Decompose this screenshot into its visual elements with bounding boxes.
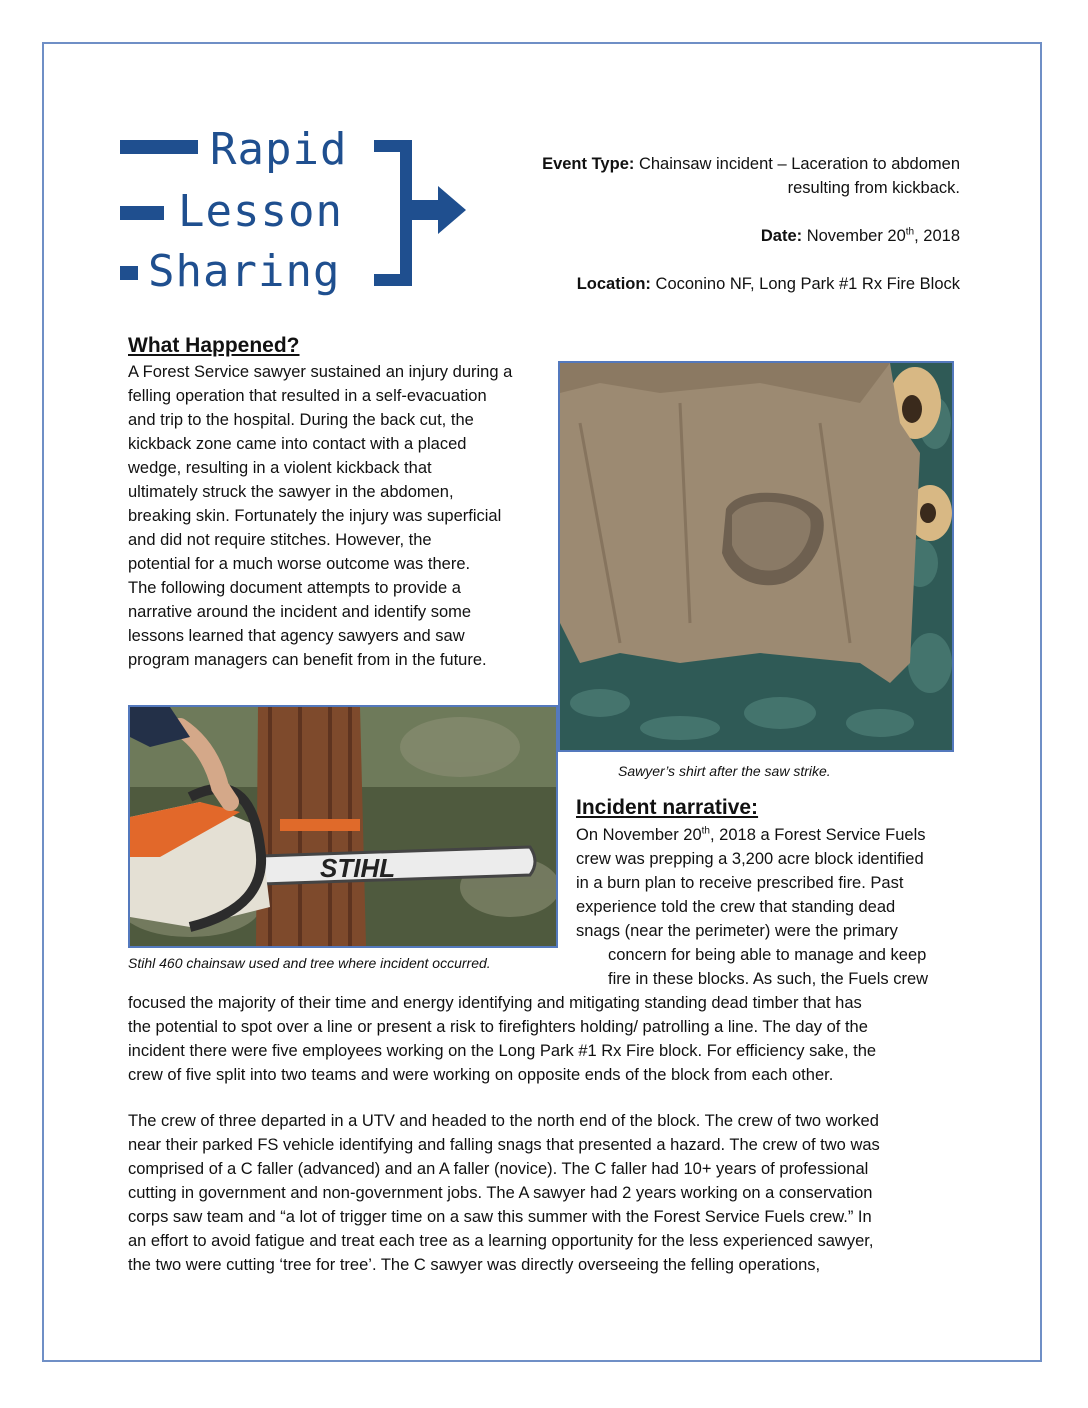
event-date: [490, 224, 960, 248]
narrative-line: comprised of a C faller (advanced) and an A faller (novice). The C faller had 10+ years of professional: [128, 1160, 869, 1178]
narrative-full-lines: [128, 991, 968, 1087]
narrative-column-lines: [576, 847, 966, 943]
logo-bar-2: [120, 206, 164, 220]
narrative-line: the potential to spot over a line or present a risk to firefighters holding/ patrolling a line. The day of the: [128, 1018, 868, 1036]
narrative-line: cutting in government and non-government jobs. The A sawyer had 2 years working on a conservation: [128, 1184, 873, 1202]
event-type: [490, 152, 960, 200]
narrative-line: the two were cutting ‘tree for tree’. The C sawyer was directly overseeing the felling operations,: [128, 1256, 821, 1274]
narrative-first-pre: On November 20: [576, 826, 702, 844]
event-date-suffix: th: [905, 226, 915, 238]
logo-bar-1: [120, 140, 198, 154]
what-happened-line: potential for a much worse outcome was there.: [128, 555, 471, 573]
narrative-line: The crew of three departed in a UTV and headed to the north end of the block. The crew of two worked: [128, 1112, 879, 1130]
event-date-year: , 2018: [914, 227, 960, 245]
what-happened-line: and trip to the hospital. During the back cut, the: [128, 411, 474, 429]
what-happened-line: kickback zone came into contact with a placed: [128, 435, 467, 453]
chainsaw-photo-caption: Stihl 460 chainsaw used and tree where incident occurred.: [128, 955, 491, 971]
rapid-lesson-sharing-logo: [118, 124, 468, 298]
what-happened-line: breaking skin. Fortunately the injury was superficial: [128, 507, 502, 525]
what-happened-line: felling operation that resulted in a self-evacuation: [128, 387, 487, 405]
event-type-label: Event Type:: [542, 155, 635, 173]
what-happened-line: The following document attempts to provide a: [128, 579, 461, 597]
what-happened-line: A Forest Service sawyer sustained an injury during a: [128, 363, 513, 381]
shirt-photo-caption: Sawyer’s shirt after the saw strike.: [618, 763, 831, 779]
event-location: [490, 272, 960, 296]
narrative-line: corps saw team and “a lot of trigger time on a saw this summer with the Forest Service Fuels crew.” In: [128, 1208, 872, 1226]
event-location-label: Location:: [576, 275, 651, 293]
what-happened-line: and did not require stitches. However, the: [128, 531, 432, 549]
shirt-photo-image: [560, 363, 952, 750]
narrative-line: an effort to avoid fatigue and treat each tree as a learning opportunity for the less experienced sawyer,: [128, 1232, 874, 1250]
narrative-line: in a burn plan to receive prescribed fire. Past: [576, 874, 904, 892]
shirt-photo: [558, 361, 954, 752]
narrative-line: focused the majority of their time and energy identifying and mitigating standing dead timber that has: [128, 994, 862, 1012]
saw-brand-text: STIHL: [320, 853, 396, 883]
what-happened-line: lessons learned that agency sawyers and saw: [128, 627, 465, 645]
what-happened-paragraph: [128, 360, 548, 672]
what-happened-line: narrative around the incident and identify some: [128, 603, 472, 621]
narrative-line: near their parked FS vehicle identifying and falling snags that presented a hazard. The crew of two was: [128, 1136, 880, 1154]
event-location-value: Coconino NF, Long Park #1 Rx Fire Block: [655, 275, 960, 293]
narrative-indent-lines: [608, 943, 968, 991]
event-date-value: November 20: [806, 227, 906, 245]
logo-word-rapid: Rapid: [210, 124, 348, 175]
narrative-first-sup: th: [701, 825, 710, 837]
what-happened-line: program managers can benefit from in the future.: [128, 651, 487, 669]
narrative-line: experience told the crew that standing dead: [576, 898, 896, 916]
event-info: [490, 152, 960, 296]
incident-narrative-heading: Incident narrative:: [576, 796, 759, 819]
what-happened-heading: What Happened?: [128, 334, 300, 357]
narrative-line: concern for being able to manage and keep: [608, 946, 927, 964]
chainsaw-photo-image: [130, 707, 556, 946]
event-date-label: Date:: [760, 227, 803, 245]
what-happened-line: wedge, resulting in a violent kickback that: [128, 459, 432, 477]
narrative-line: incident there were five employees working on the Long Park #1 Rx Fire block. For efficiency sake, the: [128, 1042, 877, 1060]
chainsaw-photo: [128, 705, 558, 948]
narrative-line: fire in these blocks. As such, the Fuels crew: [608, 970, 929, 988]
logo-bracket-arrow-icon: [372, 138, 468, 288]
narrative-first-post: , 2018 a Forest Service Fuels: [710, 826, 926, 844]
narrative-first-line: [576, 823, 966, 847]
logo-word-lesson: Lesson: [178, 186, 343, 237]
what-happened-line: ultimately struck the sawyer in the abdomen,: [128, 483, 454, 501]
narrative-line: snags (near the perimeter) were the primary: [576, 922, 898, 940]
event-type-value-line2: resulting from kickback.: [787, 179, 960, 197]
narrative-paragraph-2: [128, 1109, 968, 1277]
logo-word-sharing: Sharing: [148, 246, 341, 297]
event-type-value-line1: Chainsaw incident – Laceration to abdomen: [638, 155, 960, 173]
narrative-line: crew of five split into two teams and were working on opposite ends of the block from each other.: [128, 1066, 834, 1084]
narrative-line: crew was prepping a 3,200 acre block identified: [576, 850, 924, 868]
logo-bar-3: [120, 266, 138, 280]
